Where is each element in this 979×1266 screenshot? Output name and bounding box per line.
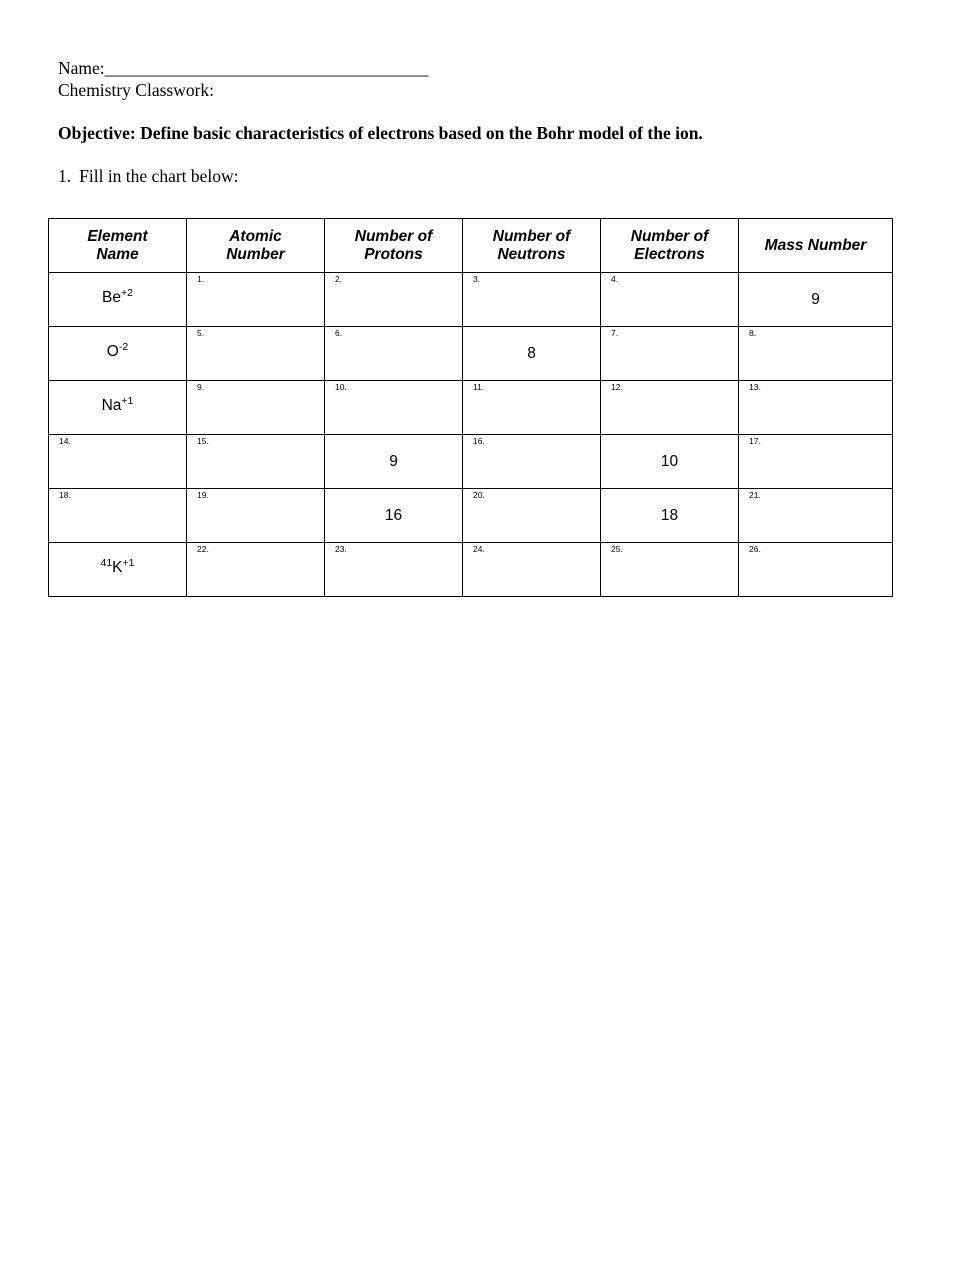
cell-atomic-number[interactable] xyxy=(187,435,325,489)
cell-electrons[interactable] xyxy=(601,543,739,597)
element-cell[interactable] xyxy=(49,489,187,543)
element-symbol xyxy=(49,559,186,577)
answer-number: 7. xyxy=(611,328,619,338)
cell-electrons[interactable] xyxy=(601,273,739,327)
question-number: 1. xyxy=(58,166,72,186)
answer-number: 21. xyxy=(749,490,761,500)
header-element-name: Element Name xyxy=(49,219,187,273)
cell-mass-number[interactable] xyxy=(739,327,893,381)
cell-protons[interactable] xyxy=(325,273,463,327)
worksheet-title: Chemistry Classwork: xyxy=(58,80,215,100)
cell-electrons[interactable] xyxy=(601,327,739,381)
header-number-of-neutrons: Number of Neutrons xyxy=(463,219,601,273)
answer-number: 23. xyxy=(335,544,347,554)
table-header-row xyxy=(49,219,893,273)
answer-number: 5. xyxy=(197,328,205,338)
given-value: 8 xyxy=(527,345,536,362)
element-cell[interactable] xyxy=(49,435,187,489)
answer-number: 24. xyxy=(473,544,485,554)
answer-number: 2. xyxy=(335,274,343,284)
answer-number: 8. xyxy=(749,328,757,338)
cell-neutrons[interactable] xyxy=(463,273,601,327)
element-symbol-text: Be xyxy=(102,289,121,306)
cell-neutrons[interactable] xyxy=(463,489,601,543)
cell-atomic-number[interactable] xyxy=(187,381,325,435)
table-row xyxy=(49,543,893,597)
cell-protons xyxy=(325,489,463,543)
element-cell xyxy=(49,543,187,597)
cell-neutrons[interactable] xyxy=(463,435,601,489)
header-atomic-number: Atomic Number xyxy=(187,219,325,273)
answer-number: 12. xyxy=(611,382,623,392)
answer-number: 14. xyxy=(59,436,71,446)
cell-atomic-number[interactable] xyxy=(187,327,325,381)
cell-atomic-number[interactable] xyxy=(187,489,325,543)
answer-number: 13. xyxy=(749,382,761,392)
table-row xyxy=(49,381,893,435)
given-value: 16 xyxy=(384,507,403,524)
header-number-of-protons: Number of Protons xyxy=(325,219,463,273)
question-text: Fill in the chart below: xyxy=(79,166,239,186)
element-symbol xyxy=(49,343,186,361)
cell-atomic-number[interactable] xyxy=(187,543,325,597)
answer-number: 19. xyxy=(197,490,209,500)
cell-neutrons xyxy=(463,327,601,381)
answer-number: 1. xyxy=(197,274,205,284)
name-field[interactable]: Name:_____________________________________ xyxy=(58,58,429,78)
table-row xyxy=(49,327,893,381)
cell-protons[interactable] xyxy=(325,327,463,381)
answer-number: 9. xyxy=(197,382,205,392)
given-value: 18 xyxy=(660,507,679,524)
cell-neutrons[interactable] xyxy=(463,543,601,597)
element-symbol-text: Na xyxy=(101,397,122,414)
question-instruction xyxy=(58,165,239,187)
given-value: 9 xyxy=(811,291,820,308)
objective-statement: Objective: Define basic characteristics of electrons based on the Bohr model of the ion. xyxy=(58,123,703,143)
answer-number: 6. xyxy=(335,328,343,338)
cell-mass-number[interactable] xyxy=(739,381,893,435)
element-symbol-text: K xyxy=(112,559,123,576)
ion-charge: +1 xyxy=(121,395,134,407)
ion-charge: +2 xyxy=(120,287,133,299)
ion-charge: +1 xyxy=(122,557,135,569)
answer-number: 15. xyxy=(197,436,209,446)
cell-neutrons[interactable] xyxy=(463,381,601,435)
element-symbol xyxy=(49,289,186,307)
cell-protons xyxy=(325,435,463,489)
answer-number: 10. xyxy=(335,382,347,392)
cell-mass-number[interactable] xyxy=(739,489,893,543)
answer-number: 3. xyxy=(473,274,481,284)
answer-number: 22. xyxy=(197,544,209,554)
cell-electrons[interactable] xyxy=(601,381,739,435)
element-cell xyxy=(49,327,187,381)
cell-protons[interactable] xyxy=(325,381,463,435)
given-value: 9 xyxy=(389,453,398,470)
cell-electrons xyxy=(601,435,739,489)
given-value: 10 xyxy=(660,453,679,470)
element-symbol xyxy=(49,397,186,415)
cell-mass-number[interactable] xyxy=(739,435,893,489)
answer-number: 4. xyxy=(611,274,619,284)
answer-number: 26. xyxy=(749,544,761,554)
table-row xyxy=(49,273,893,327)
cell-atomic-number[interactable] xyxy=(187,273,325,327)
answer-number: 25. xyxy=(611,544,623,554)
ion-chart-table xyxy=(48,218,893,597)
header-number-of-electrons: Number of Electrons xyxy=(601,219,739,273)
element-symbol-text: O xyxy=(106,343,119,360)
cell-protons[interactable] xyxy=(325,543,463,597)
answer-number: 16. xyxy=(473,436,485,446)
element-cell xyxy=(49,273,187,327)
cell-mass-number xyxy=(739,273,893,327)
element-cell xyxy=(49,381,187,435)
answer-number: 11. xyxy=(473,382,485,392)
table-row xyxy=(49,435,893,489)
ion-charge: -2 xyxy=(118,341,129,353)
answer-number: 17. xyxy=(749,436,761,446)
cell-electrons xyxy=(601,489,739,543)
mass-number-prefix: 41 xyxy=(100,557,113,569)
header-mass-number: Mass Number xyxy=(739,219,893,273)
cell-mass-number[interactable] xyxy=(739,543,893,597)
answer-number: 20. xyxy=(473,490,485,500)
answer-number: 18. xyxy=(59,490,71,500)
table-row xyxy=(49,489,893,543)
